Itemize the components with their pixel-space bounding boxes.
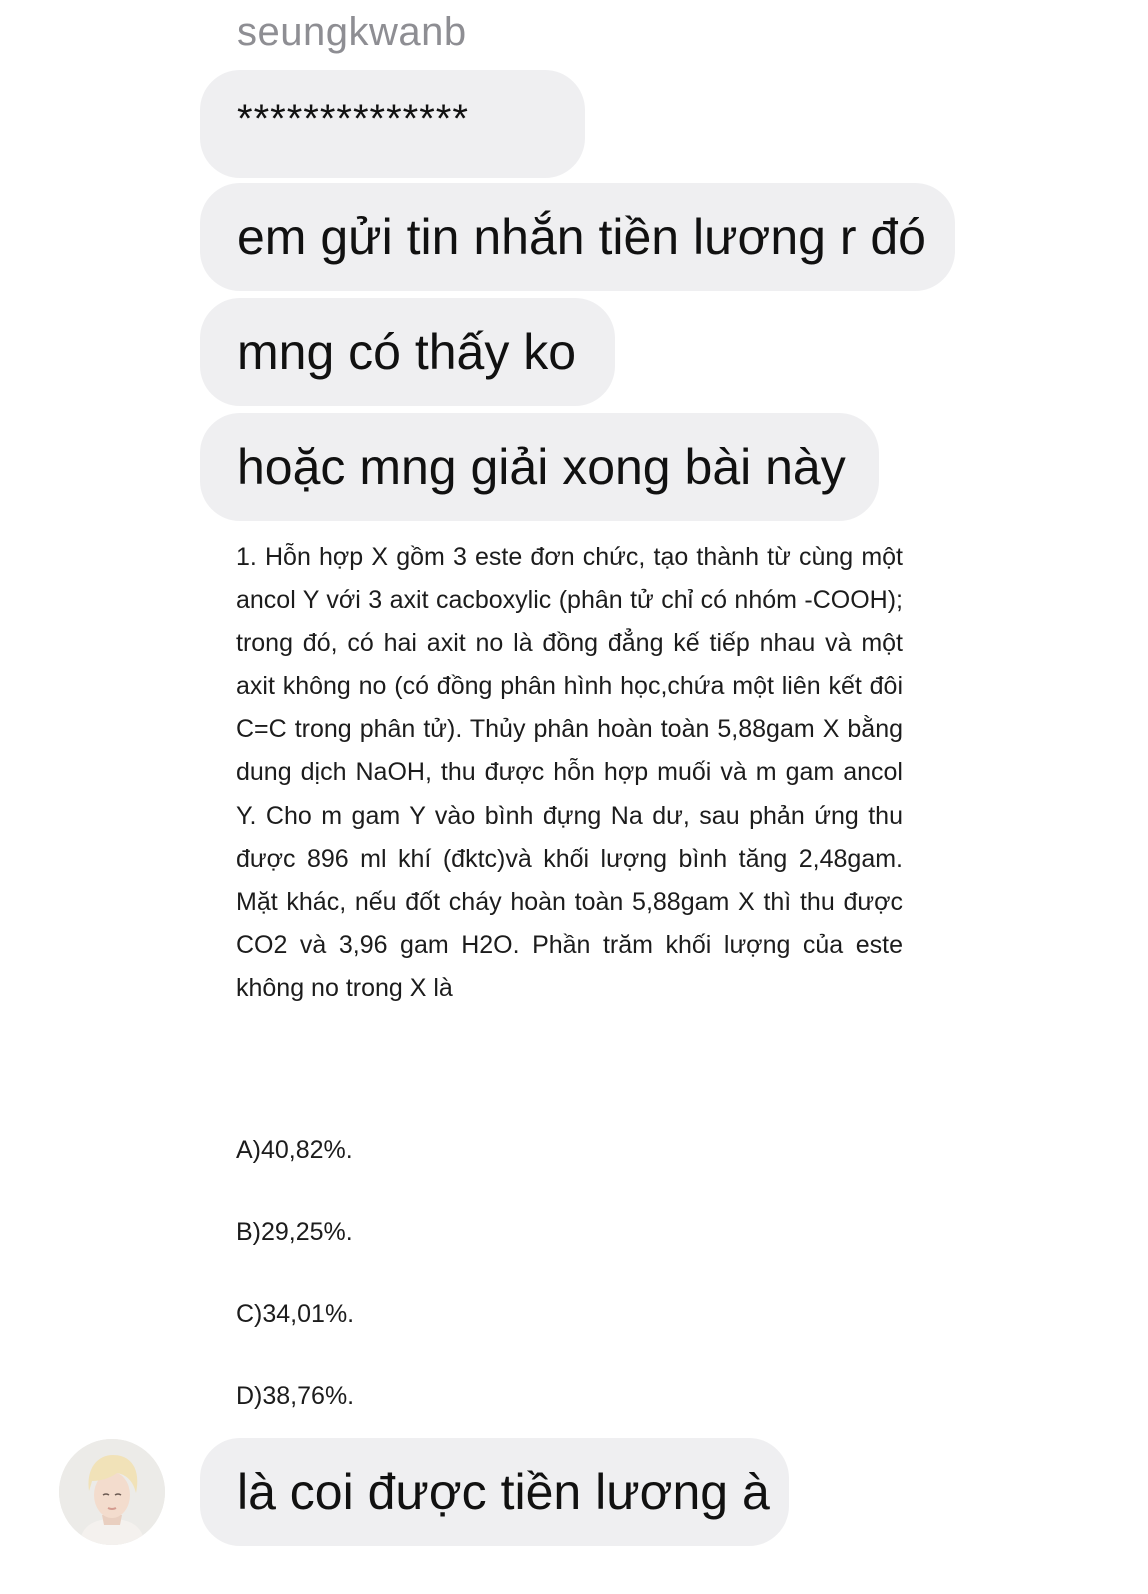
message-text: hoặc mng giải xong bài này [237,439,846,495]
problem-option-c: C)34,01%. [236,1300,355,1328]
message-text: là coi được tiền lương à [237,1464,770,1520]
message-bubble[interactable] [200,183,955,291]
message-bubble-reply[interactable] [200,1438,789,1546]
avatar[interactable] [59,1439,165,1545]
message-text: ************** [237,96,469,141]
message-text: mng có thấy ko [237,324,577,380]
problem-option-a: A)40,82%. [236,1136,353,1164]
problem-option-d: D)38,76%. [236,1382,355,1410]
problem-option-b: B)29,25%. [236,1218,353,1246]
message-bubble-masked[interactable] [200,70,585,178]
message-text: em gửi tin nhắn tiền lương r đó [237,209,926,265]
message-bubble[interactable] [200,413,879,521]
sender-name: seungkwanb [237,10,467,54]
avatar-portrait-icon [59,1439,165,1545]
message-bubble[interactable] [200,298,615,406]
shared-problem-text: 1. Hỗn hợp X gồm 3 este đơn chức, tạo thành từ cùng một ancol Y với 3 axit cacboxylic (phân tử chỉ có nhóm -COOH); trong đó, có hai axit no là đồng đẳng kế tiếp nhau và một axit không no (có đồng phân hình học,chứa một liên kết đôi C=C trong phân tử). Thủy phân hoàn toàn 5,88gam X bằng dung dịch NaOH, thu được hỗn hợp muối và m gam ancol Y. Cho m gam Y vào bình đựng Na dư, sau phản ứng thu được 896 ml khí (đktc)và khối lượng bình tăng 2,48gam. Mặt khác, nếu đốt cháy hoàn toàn 5,88gam X thì thu được CO2 và 3,96 gam H2O. Phần trăm khối lượng của este không no trong X là [236,543,903,1002]
